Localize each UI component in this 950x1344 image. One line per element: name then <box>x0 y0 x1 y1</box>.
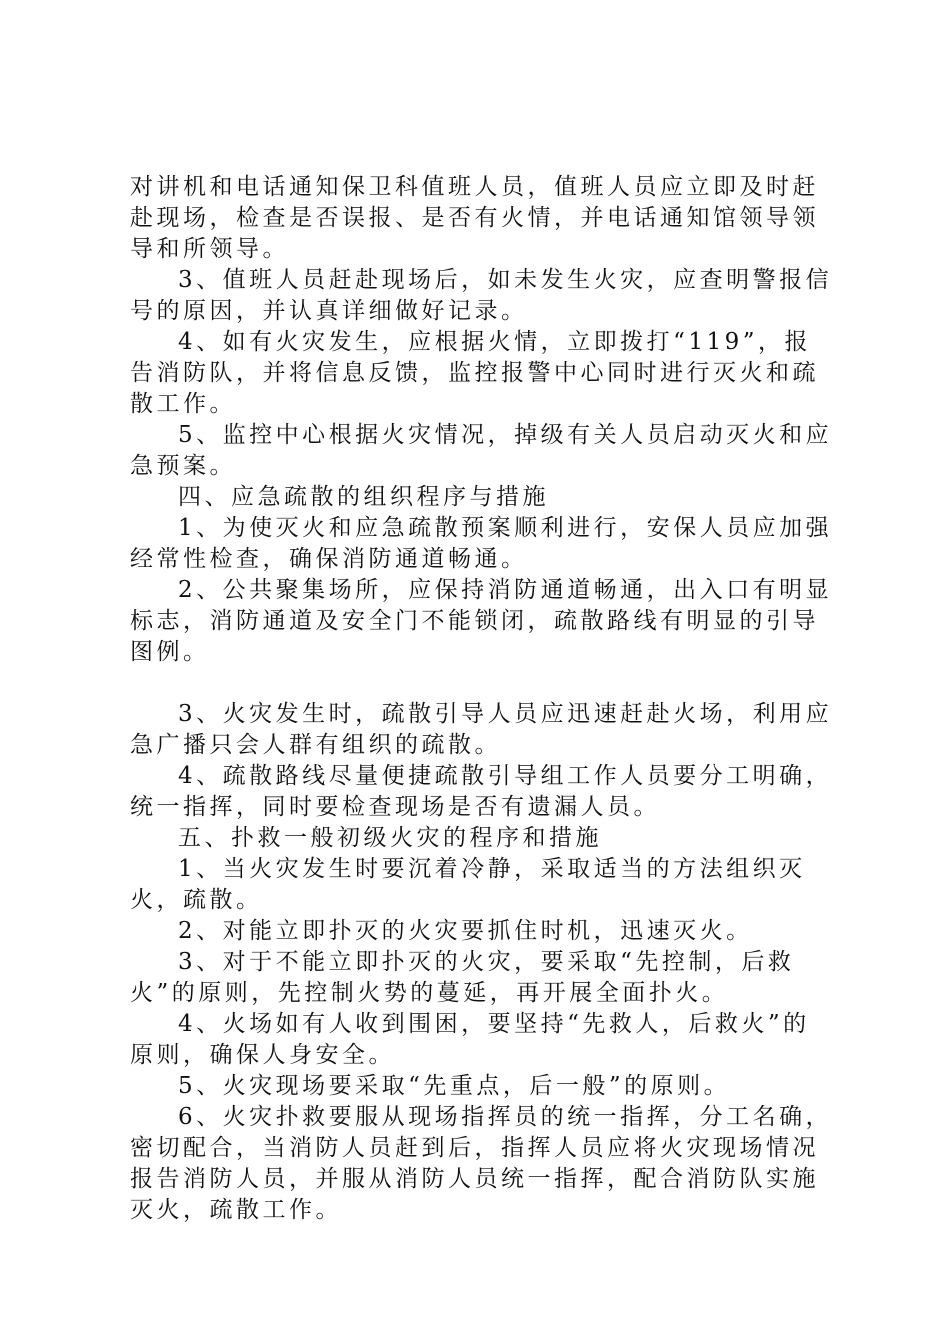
paragraph-fire-4: 4、火场如有人收到围困，要坚持“先救人，后救火”的原则，确保人身安全。 <box>130 1011 810 1068</box>
paragraph-evac-4: 4、疏散路线尽量便捷疏散引导组工作人员要分工明确，统一指挥，同时要检查现场是否有遗漏人员。 <box>130 763 833 820</box>
paragraph-evac-3: 3、火灾发生时，疏散引导人员应迅速赶赴火场，利用应急广播只会人群有组织的疏散。 <box>130 701 833 758</box>
paragraph-evac-2: 2、公共聚集场所，应保持消防通道畅通，出入口有明显标志，消防通道及安全门不能锁闭，疏散路线有明显的引导图例。 <box>130 577 833 665</box>
paragraph-fire-2: 2、对能立即扑灭的火灾要抓住时机，迅速灭火。 <box>178 918 753 944</box>
section-heading-4: 四、应急疏散的组织程序与措施 <box>178 484 549 510</box>
blank-line <box>130 668 835 699</box>
paragraph-fire-6: 6、火灾扑救要服从现场指挥员的统一指挥，分工名确，密切配合，当消防人员赶到后，指挥人员应将火灾现场情况报告消防人员，并服从消防人员统一指挥，配合消防队实施灭火，疏散工作。 <box>130 1104 833 1223</box>
document-body <box>130 172 835 1226</box>
paragraph-fire-1: 1、当火灾发生时要沉着冷静，采取适当的方法组织灭火，疏散。 <box>130 856 806 913</box>
paragraph-evac-1: 1、为使灭火和应急疏散预案顺利进行，安保人员应加强经常性检查，确保消防通道畅通。 <box>130 515 833 572</box>
paragraph-item-4: 4、如有火灾发生，应根据火情，立即拨打“119”，报告消防队，并将信息反馈，监控报警中心同时进行灭火和疏散工作。 <box>130 329 819 417</box>
section-heading-5: 五、扑救一般初级火灾的程序和措施 <box>178 825 602 851</box>
paragraph-item-5: 5、监控中心根据火灾情况，掉级有关人员启动灭火和应急预案。 <box>130 422 833 479</box>
paragraph-fire-5: 5、火灾现场要采取“先重点，后一般”的原则。 <box>178 1073 731 1099</box>
paragraph-fire-3: 3、对于不能立即扑灭的火灾，要采取“先控制，后救火”的原则，先控制火势的蔓延，再开展全面扑火。 <box>130 949 795 1006</box>
paragraph-item-3: 3、值班人员赶赴现场后，如未发生火灾，应查明警报信号的原因，并认真详细做好记录。 <box>130 267 833 324</box>
paragraph-continuation: 对讲机和电话通知保卫科值班人员，值班人员应立即及时赶赴现场，检查是否误报、是否有火情，并电话通知馆领导领导和所领导。 <box>130 174 819 262</box>
